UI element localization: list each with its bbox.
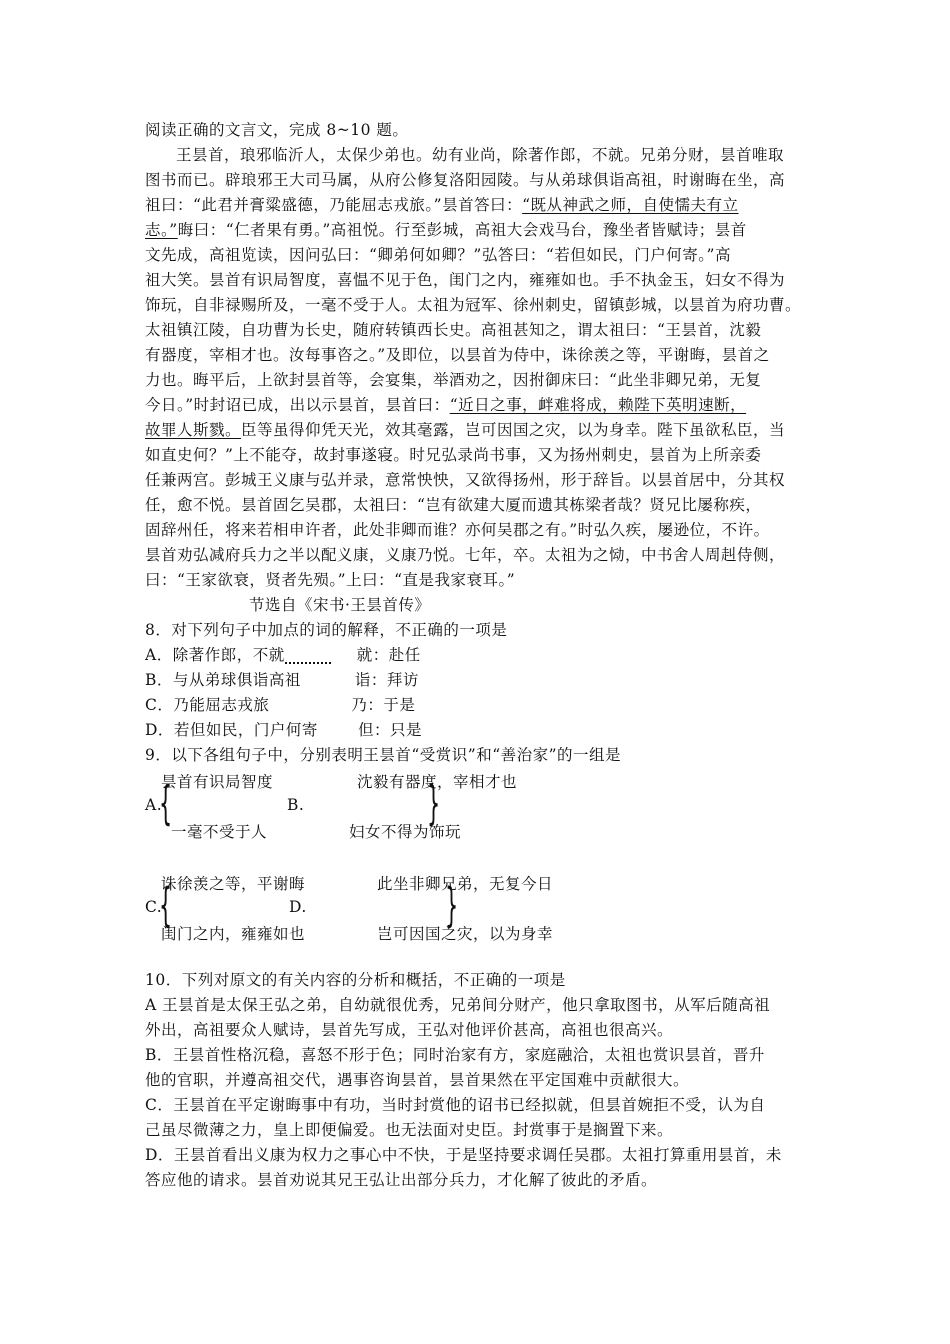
option-c-line: 己虽尽微薄之力，皇上即便偏爱。也无法面对史臣。封赏事于是搁置下来。: [145, 1121, 674, 1139]
option-c-line: C．王昙首在平定谢晦事中有功，当时封赏他的诏书已经拟就，但昙首婉拒不受，认为自: [145, 1096, 766, 1114]
passage-source: 节选自《宋书·王昙首传》: [249, 596, 431, 614]
passage-line: 任兼两宫。彭城王义康与弘并录，意常怏怏，又欲得扬州，形于辞旨。以昙首居中，分其权: [145, 471, 786, 489]
passage-line: [145, 193, 810, 218]
passage-line: 饰玩，自非禄赐所及，一毫不受于人。太祖为冠军、徐州刺史，留镇彭城，以昙首为府功曹。: [145, 296, 802, 314]
passage-line: 曰：“王家欲衰，贤者先殒。”上曰：“直是我家衰耳。”: [145, 571, 516, 589]
passage-line: 任，愈不悦。昙首固乞吴郡，太祖曰：“岂有欲建大厦而遗其栋梁者哉？贤兄比屡称疾，: [145, 496, 762, 514]
question-stem: 10．下列对原文的有关内容的分析和概括，不正确的一项是: [145, 971, 566, 989]
option-b: [145, 668, 810, 693]
option-text: D．若但如民，门户何寄: [145, 721, 318, 739]
option-gloss: 就：赴任: [356, 646, 421, 664]
option-b-top: 沈毅有器度，宰相才也: [357, 773, 518, 791]
underlined-sentence: “近日之事，衅难将成，赖陛下英明速断，: [449, 396, 747, 414]
passage-line: 固辞州任，将来若相申许者，此处非卿而谁？亦何吴郡之有。”时弘久疾，屡逊位，不许。: [145, 521, 770, 539]
option-d-line: 答应他的请求。昙首劝说其兄王弘让出部分兵力，才化解了彼此的矛盾。: [145, 1171, 658, 1189]
passage-line: 王昙首，琅邪临沂人，太保少弟也。幼有业尚，除著作郎，不就。兄弟分财，昙首唯取: [176, 146, 785, 164]
passage-line: 昙首劝弘减府兵力之半以配义康，义康乃悦。七年，卒。太祖为之恸，中书舍人周赳侍侧，: [145, 546, 786, 564]
passage-text: 臣等虽得仰凭天光，效其毫露，岂可因国之灾，以为身幸。陛下虽欲私臣，当: [241, 421, 786, 439]
option-c-top: 诛徐羡之等，平谢晦: [161, 875, 306, 893]
option-text: B．与从弟球俱诣高祖: [145, 671, 301, 689]
passage: [145, 143, 810, 593]
option-a-line: A 王昙首是太保王弘之弟，自幼就很优秀，兄弟间分财产，他只拿取图书，从军后随高祖: [145, 996, 771, 1014]
passage-line: 文先成，高祖览读，因问弘曰：“卿弟何如卿？”弘答曰：“若但如民，门户何寄。”高: [145, 246, 731, 264]
question-8: [145, 618, 810, 743]
brace-icon: {: [159, 776, 173, 830]
options-cd: [145, 870, 810, 968]
passage-line: [145, 418, 810, 443]
passage-line: 如直史何？”上不能夺，故封事遂寝。时兄弘录尚书事，又为扬州刺史，昙首为上所亲委: [145, 446, 762, 464]
question-10: [145, 968, 810, 1193]
option-d-top: 此坐非卿兄弟，无复今日: [377, 875, 554, 893]
brace-icon: }: [427, 776, 441, 830]
underlined-sentence: “既从神武之师，自使懦夫有立: [522, 196, 739, 214]
passage-text: 晦曰：“仁者果有勇。”高祖悦。行至彭城，高祖大会戏马台，豫坐者皆赋诗；昙首: [177, 221, 747, 239]
passage-text: 今日。”时封诏已成，出以示昙首，昙首曰：: [145, 396, 450, 414]
emphasis-dots: [285, 648, 331, 664]
passage-line: 力也。晦平后，上欲封昙首等，会宴集，举酒劝之，因拊御床曰：“此坐非卿兄弟，无复: [145, 371, 762, 389]
option-gloss: 诣：拜访: [354, 671, 419, 689]
option-d-line: D．王昙首看出义康为权力之事心中不快，于是坚持要求调任吴郡。太祖打算重用昙首，未: [145, 1146, 782, 1164]
option-d: [145, 718, 810, 743]
option-a-line: 外出，高祖要众人赋诗，昙首先写成，王弘对他评价甚高，高祖也很高兴。: [145, 1021, 674, 1039]
passage-line: 太祖镇江陵，自功曹为长史，随府转镇西长史。高祖甚知之，谓太祖曰：“王昙首，沈毅: [145, 321, 762, 339]
option-a-bottom: 一毫不受于人: [171, 823, 268, 841]
passage-line: 祖大笑。昙首有识局智度，喜愠不见于色，闺门之内，雍雍如也。手不执金玉，妇女不得为: [145, 271, 786, 289]
option-b-label: B.: [287, 796, 305, 814]
option-a-top: 昙首有识局智度: [161, 773, 274, 791]
option-d-label: D.: [289, 898, 307, 916]
option-b-line: B．王昙首性格沉稳，喜怒不形于色；同时治家有方，家庭融洽，太祖也赏识昙首，晋升: [145, 1046, 765, 1064]
option-a: [145, 643, 810, 668]
section-intro: 阅读正确的文言文，完成 8~10 题。: [145, 121, 409, 139]
question-stem: 9．以下各组句子中，分别表明王昙首“受赏识”和“善治家”的一组是: [145, 746, 622, 764]
passage-line: [145, 393, 810, 418]
brace-icon: }: [445, 878, 459, 932]
option-gloss: 乃：于是: [351, 696, 416, 714]
option-b-line: 他的官职，并遵高祖交代，遇事咨询昙首，昙首果然在平定国难中贡献很大。: [145, 1071, 690, 1089]
option-gloss: 但：只是: [357, 721, 422, 739]
option-text: C．乃能屈志戎旅: [145, 696, 270, 714]
option-c-label: C.: [145, 898, 163, 916]
question-9: [145, 743, 810, 968]
passage-line: 图书而已。辟琅邪王大司马属，从府公修复洛阳园陵。与从弟球俱诣高祖，时谢晦在坐，高: [145, 171, 786, 189]
option-d-bottom: 岂可因国之灾，以为身幸: [377, 925, 554, 943]
option-b-bottom: 妇女不得为饰玩: [349, 823, 462, 841]
option-text: A．除著作郎，不就: [145, 646, 285, 664]
option-a-label: A.: [145, 796, 163, 814]
option-c: [145, 693, 810, 718]
question-stem: 8．对下列句子中加点的词的解释，不正确的一项是: [145, 621, 508, 639]
exam-page: [145, 118, 810, 1193]
brace-icon: {: [159, 878, 173, 932]
underlined-sentence: 志。”: [145, 221, 178, 239]
option-c-bottom: 闺门之内，雍雍如也: [161, 925, 306, 943]
underlined-sentence: 故罪人斯戮。: [145, 421, 242, 439]
passage-line: [145, 218, 810, 243]
passage-text: 祖曰：“此君并膏粱盛德，乃能屈志戎旅。”昙首答曰：: [145, 196, 523, 214]
options-ab: [145, 768, 810, 866]
passage-line: 有器度，宰相才也。汝每事咨之。”及即位，以昙首为侍中，诛徐羡之等，平谢晦，昙首之: [145, 346, 770, 364]
